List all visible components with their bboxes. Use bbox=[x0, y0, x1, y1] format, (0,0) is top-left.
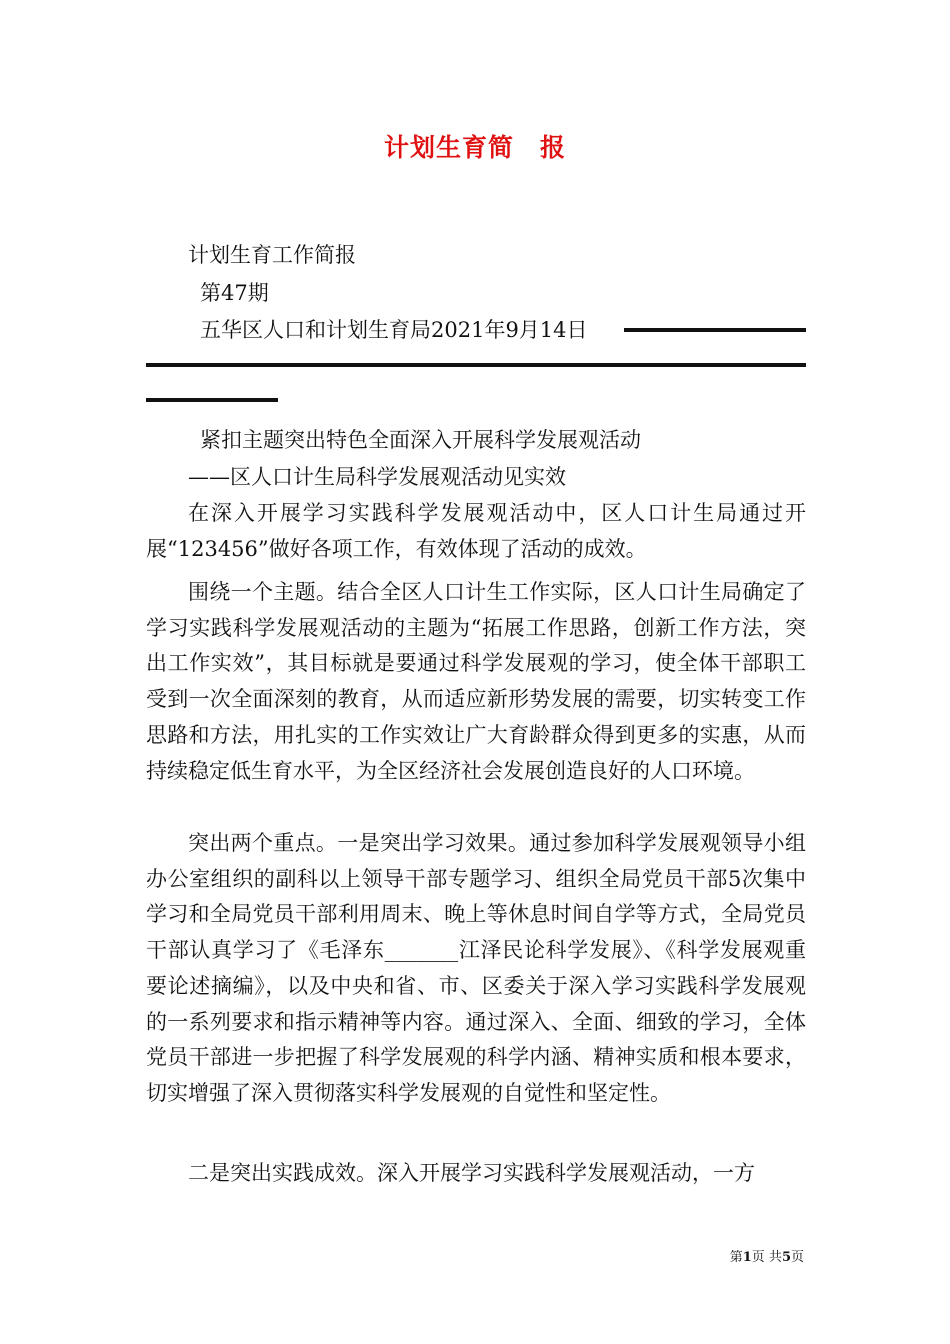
paragraph-2: 围绕一个主题。结合全区人口计生工作实际，区人口计生局确定了学习实践科学发展观活动的主题为“拓展工作思路，创新工作方法，突出工作实效”，其目标就是要通过科学发展观的学习，使全体干部职工受到一次全面深刻的教育，从而适应新形势发展的需要，切实转变工作思路和方法，用扎实的工作实效让广大育龄群众得到更多的实惠，从而持续稳定低生育水平，为全区经济社会发展创造良好的人口环境。 bbox=[146, 580, 806, 783]
footer-page-number: 1 bbox=[742, 1250, 752, 1265]
page-title: 计划生育简 报 bbox=[383, 133, 566, 162]
article-subheadline: ——区人口计生局科学发展观活动见实效 bbox=[188, 465, 566, 489]
paragraph-4: 二是突出实践成效。深入开展学习实践科学发展观活动，一方 bbox=[188, 1161, 755, 1185]
header-rule-2 bbox=[146, 363, 806, 367]
footer-suffix: 页 bbox=[790, 1250, 804, 1265]
footer-middle: 页 共 bbox=[751, 1250, 782, 1265]
header-rule-3 bbox=[146, 398, 278, 402]
issue-number: 第47期 bbox=[200, 281, 269, 305]
publication-name: 计划生育工作简报 bbox=[188, 243, 356, 267]
paragraph-1: 在深入开展学习实践科学发展观活动中，区人口计生局通过开展“123456”做好各项工作，有效体现了活动的成效。 bbox=[146, 501, 806, 561]
footer-total-pages: 5 bbox=[781, 1250, 791, 1265]
article-headline: 紧扣主题突出特色全面深入开展科学发展观活动 bbox=[200, 428, 641, 452]
issuer-and-date: 五华区人口和计划生育局2021年9月14日 bbox=[200, 318, 588, 342]
page-footer bbox=[730, 1248, 804, 1268]
paragraph-3: 突出两个重点。一是突出学习效果。通过参加科学发展观领导小组办公室组织的副科以上领导干部专题学习、组织全局党员干部5次集中学习和全局党员干部利用周末、晚上等休息时间自学等方式，全局党员干部认真学习了《毛泽东_______江泽民论科学发展》、《科学发展观重要论述摘编》，以及中央和省、市、区委关于深入学习实践科学发展观的一系列要求和指示精神等内容。通过深入、全面、细致的学习，全体党员干部进一步把握了科学发展观的科学内涵、精神实质和根本要求，切实增强了深入贯彻落实科学发展观的自觉性和坚定性。 bbox=[146, 831, 806, 1105]
header-rule-1 bbox=[624, 328, 806, 332]
footer-prefix: 第 bbox=[729, 1250, 743, 1265]
